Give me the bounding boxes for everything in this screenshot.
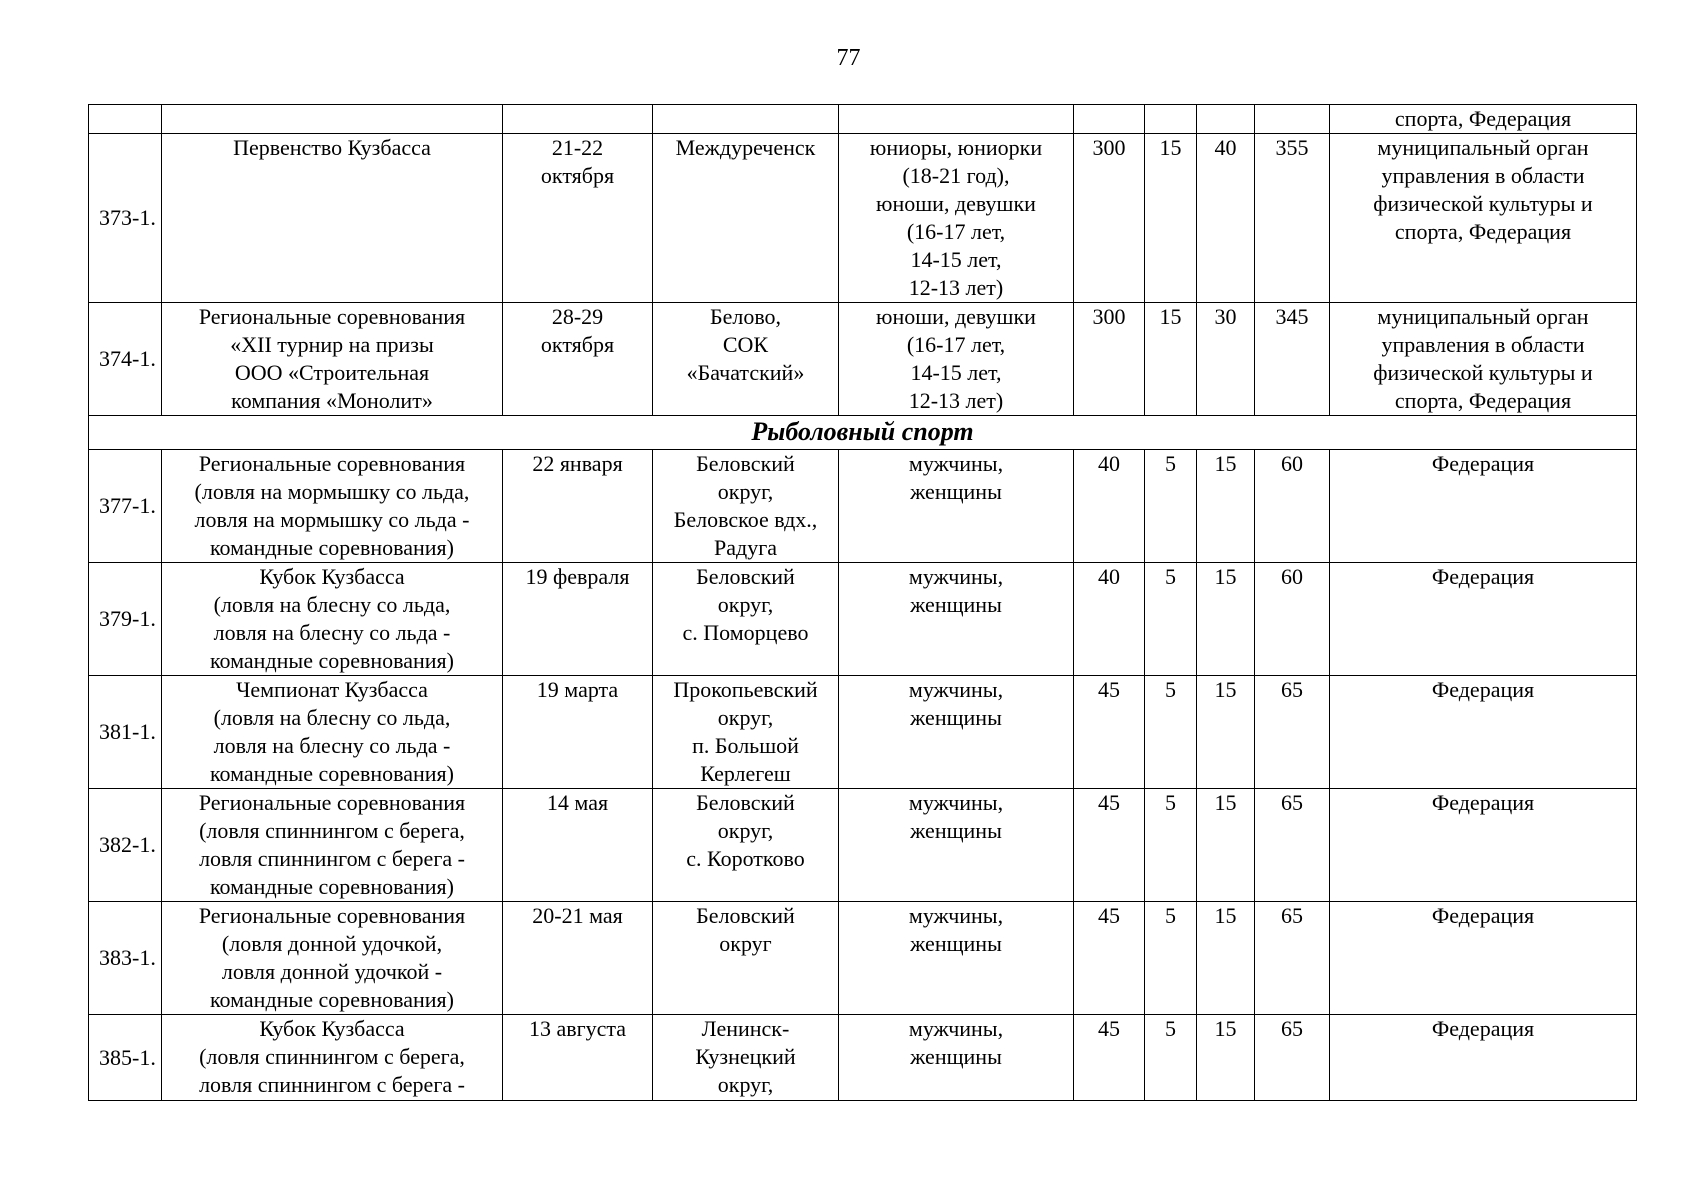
count-total-cell <box>1255 1015 1330 1101</box>
participants-cell <box>839 1015 1074 1101</box>
participants-text: мужчины, женщины <box>908 677 1004 730</box>
event-place-text: Беловский округ, с. Коротково <box>686 790 805 871</box>
count-3-text: 15 <box>1214 903 1237 928</box>
participants-text: юноши, девушки (16-17 лет, 14-15 лет, 12-13 лет) <box>876 304 1036 413</box>
count-3-cell <box>1197 563 1255 676</box>
participants-cell <box>839 676 1074 789</box>
table-row <box>89 450 1637 563</box>
organizer-text: Федерация <box>1431 564 1535 589</box>
organizer-text: Федерация <box>1431 451 1535 476</box>
table-row <box>89 134 1637 303</box>
count-total-text: 355 <box>1275 135 1309 160</box>
count-3-text: 15 <box>1214 564 1237 589</box>
count-1-text: 45 <box>1098 790 1120 815</box>
organizer-text: Федерация <box>1431 903 1535 928</box>
event-name-cell <box>162 902 503 1015</box>
count-3-cell <box>1197 789 1255 902</box>
organizer-cell <box>1330 303 1637 416</box>
event-number-text: 385-1. <box>99 1044 156 1070</box>
count-3-cell <box>1197 303 1255 416</box>
event-number-cell <box>89 303 162 416</box>
event-name-text: Региональные соревнования (ловля донной удочкой, ловля донной удочкой - командные соревнования) <box>198 903 466 1012</box>
count-total-cell <box>1255 450 1330 563</box>
participants-cell <box>839 450 1074 563</box>
events-table <box>88 104 1637 1101</box>
event-place-cell <box>653 1015 839 1101</box>
event-date-text: 22 января <box>532 451 623 476</box>
event-place-text: Беловский округ <box>696 903 795 956</box>
organizer-cell <box>1330 676 1637 789</box>
count-1-cell <box>1074 676 1145 789</box>
event-date-cell <box>503 563 653 676</box>
participants-text: мужчины, женщины <box>908 790 1004 843</box>
event-number-cell <box>89 902 162 1015</box>
event-number-cell <box>89 1015 162 1101</box>
count-2-text: 5 <box>1165 451 1176 476</box>
count-3-cell <box>1197 676 1255 789</box>
event-place-cell <box>653 789 839 902</box>
count-1-cell <box>1074 134 1145 303</box>
event-name-cell <box>162 450 503 563</box>
count-1-text: 45 <box>1098 1016 1120 1041</box>
count-2-cell <box>1145 563 1197 676</box>
event-place-cell <box>653 134 839 303</box>
event-name-cell <box>162 789 503 902</box>
event-number-cell <box>89 134 162 303</box>
count-1-text: 300 <box>1092 135 1126 160</box>
event-place-text: Белово, СОК «Бачатский» <box>686 304 805 385</box>
organizer-cell: спорта, Федерация <box>1330 105 1637 134</box>
count-2-text: 5 <box>1165 903 1176 928</box>
organizer-text: муниципальный орган управления в области физической культуры и спорта, Федерация <box>1373 135 1593 244</box>
event-name-cell <box>162 563 503 676</box>
event-number-cell <box>89 563 162 676</box>
count-total-cell <box>1255 789 1330 902</box>
count-2-cell <box>1145 789 1197 902</box>
table-row <box>89 303 1637 416</box>
event-number-text: 377-1. <box>99 493 156 518</box>
event-place-text: Прокопьевский округ, п. Большой Керлегеш <box>673 677 818 786</box>
event-number-cell <box>89 450 162 563</box>
event-date-text: 20-21 мая <box>532 903 623 928</box>
count-2-text: 15 <box>1159 135 1182 160</box>
event-name-text: Региональные соревнования «XII турнир на призы ООО «Строительная компания «Монолит» <box>198 304 466 413</box>
table-row-continuation <box>89 105 1637 134</box>
event-number-text: 373-1. <box>99 205 156 230</box>
event-date-cell <box>503 450 653 563</box>
event-place-cell <box>653 450 839 563</box>
count-2-cell <box>1145 450 1197 563</box>
participants-text: юниоры, юниорки (18-21 год), юноши, девушки (16-17 лет, 14-15 лет, 12-13 лет) <box>869 135 1043 300</box>
count-3-text: 15 <box>1214 790 1237 815</box>
event-place-text: Беловский округ, Беловское вдх., Радуга <box>673 451 818 560</box>
event-name-text: Чемпионат Кузбасса (ловля на блесну со льда, ловля на блесну со льда - командные соревнования) <box>209 677 455 786</box>
participants-text: мужчины, женщины <box>908 903 1004 956</box>
table-row <box>89 789 1637 902</box>
count-2-cell <box>1145 1015 1197 1101</box>
count-1-cell <box>1074 789 1145 902</box>
event-date-cell <box>503 303 653 416</box>
count-3-cell <box>1197 902 1255 1015</box>
count-1-text: 45 <box>1098 903 1120 928</box>
event-date-text: 28-29 октября <box>540 304 615 357</box>
event-place-cell <box>653 563 839 676</box>
count-total-cell <box>1255 676 1330 789</box>
count-total-text: 60 <box>1281 564 1303 589</box>
event-place-text: Ленинск- Кузнецкий округ, <box>695 1016 796 1097</box>
table-row <box>89 902 1637 1015</box>
count-3-text: 40 <box>1214 135 1237 160</box>
event-name-text: Первенство Кузбасса <box>233 135 431 160</box>
participants-text: мужчины, женщины <box>908 1016 1004 1069</box>
organizer-cell <box>1330 1015 1637 1101</box>
event-place-cell <box>653 303 839 416</box>
event-number-text: 381-1. <box>99 719 156 744</box>
count-2-cell <box>1145 676 1197 789</box>
count-total-cell <box>1255 134 1330 303</box>
event-date-cell <box>503 1015 653 1101</box>
count-1-text: 40 <box>1098 451 1120 476</box>
organizer-cell <box>1330 563 1637 676</box>
event-date-text: 14 мая <box>546 790 609 815</box>
event-number-text: 379-1. <box>99 606 156 631</box>
section-title: Рыболовный спорт <box>89 416 1637 450</box>
count-1-text: 300 <box>1092 304 1126 329</box>
event-name-cell <box>162 134 503 303</box>
event-name-cell <box>162 303 503 416</box>
count-1-cell <box>1074 450 1145 563</box>
table-row <box>89 1015 1637 1101</box>
count-1-text: 40 <box>1098 564 1120 589</box>
event-number-text: 382-1. <box>99 832 156 857</box>
count-2-text: 5 <box>1165 564 1176 589</box>
count-2-cell <box>1145 134 1197 303</box>
event-name-text: Кубок Кузбасса (ловля на блесну со льда, ловля на блесну со льда - командные соревнования) <box>209 564 455 673</box>
count-total-cell <box>1255 563 1330 676</box>
count-total-cell <box>1255 303 1330 416</box>
table-row <box>89 563 1637 676</box>
participants-text: мужчины, женщины <box>908 564 1004 617</box>
event-date-cell <box>503 902 653 1015</box>
event-date-text: 19 марта <box>536 677 619 702</box>
event-number-text: 383-1. <box>99 945 156 970</box>
count-total-text: 345 <box>1275 304 1309 329</box>
count-total-text: 65 <box>1281 1016 1303 1041</box>
event-name-cell <box>162 676 503 789</box>
count-1-cell <box>1074 902 1145 1015</box>
participants-cell <box>839 563 1074 676</box>
organizer-cell <box>1330 902 1637 1015</box>
count-2-cell <box>1145 902 1197 1015</box>
organizer-text: Федерация <box>1431 1016 1535 1041</box>
count-1-cell <box>1074 1015 1145 1101</box>
organizer-text: Федерация <box>1431 677 1535 702</box>
count-2-text: 5 <box>1165 1016 1176 1041</box>
count-2-text: 15 <box>1159 304 1182 329</box>
count-total-cell <box>1255 902 1330 1015</box>
count-total-text: 65 <box>1281 903 1303 928</box>
event-name-text: Региональные соревнования (ловля спиннингом с берега, ловля спиннингом с берега - командные соревнования) <box>198 790 466 899</box>
participants-cell <box>839 134 1074 303</box>
event-place-cell <box>653 676 839 789</box>
event-number-cell <box>89 676 162 789</box>
event-name-text: Региональные соревнования (ловля на мормышку со льда, ловля на мормышку со льда - командные соревнования) <box>194 451 470 560</box>
page-number: 77 <box>836 45 861 71</box>
count-3-text: 15 <box>1214 1016 1237 1041</box>
count-2-cell <box>1145 303 1197 416</box>
count-3-cell <box>1197 1015 1255 1101</box>
count-2-text: 5 <box>1165 677 1176 702</box>
event-number-cell <box>89 789 162 902</box>
event-place-text: Междуреченск <box>675 135 816 160</box>
event-name-text: Кубок Кузбасса (ловля спиннингом с берега, ловля спиннингом с берега - <box>199 1016 465 1097</box>
event-date-text: 19 февраля <box>525 564 630 589</box>
participants-cell <box>839 902 1074 1015</box>
participants-cell <box>839 303 1074 416</box>
count-3-text: 30 <box>1214 304 1237 329</box>
organizer-cell <box>1330 450 1637 563</box>
count-total-text: 65 <box>1281 790 1303 815</box>
section-header-row <box>89 416 1637 450</box>
organizer-cell <box>1330 789 1637 902</box>
count-total-text: 65 <box>1281 677 1303 702</box>
table-row <box>89 676 1637 789</box>
event-date-cell <box>503 676 653 789</box>
count-3-text: 15 <box>1214 451 1237 476</box>
participants-cell <box>839 789 1074 902</box>
count-1-cell <box>1074 303 1145 416</box>
event-name-cell <box>162 1015 503 1101</box>
event-number-text: 374-1. <box>99 346 156 371</box>
organizer-text: муниципальный орган управления в области физической культуры и спорта, Федерация <box>1373 304 1593 413</box>
count-1-text: 45 <box>1098 677 1120 702</box>
participants-text: мужчины, женщины <box>908 451 1004 504</box>
count-1-cell <box>1074 563 1145 676</box>
event-place-cell <box>653 902 839 1015</box>
event-date-text: 21-22 октября <box>540 135 615 188</box>
event-date-cell <box>503 789 653 902</box>
event-date-cell <box>503 134 653 303</box>
count-total-text: 60 <box>1281 451 1303 476</box>
organizer-text: Федерация <box>1431 790 1535 815</box>
organizer-cell <box>1330 134 1637 303</box>
count-2-text: 5 <box>1165 790 1176 815</box>
count-3-cell <box>1197 450 1255 563</box>
count-3-cell <box>1197 134 1255 303</box>
event-place-text: Беловский округ, с. Поморцево <box>682 564 809 645</box>
count-3-text: 15 <box>1214 677 1237 702</box>
event-date-text: 13 августа <box>528 1016 627 1041</box>
